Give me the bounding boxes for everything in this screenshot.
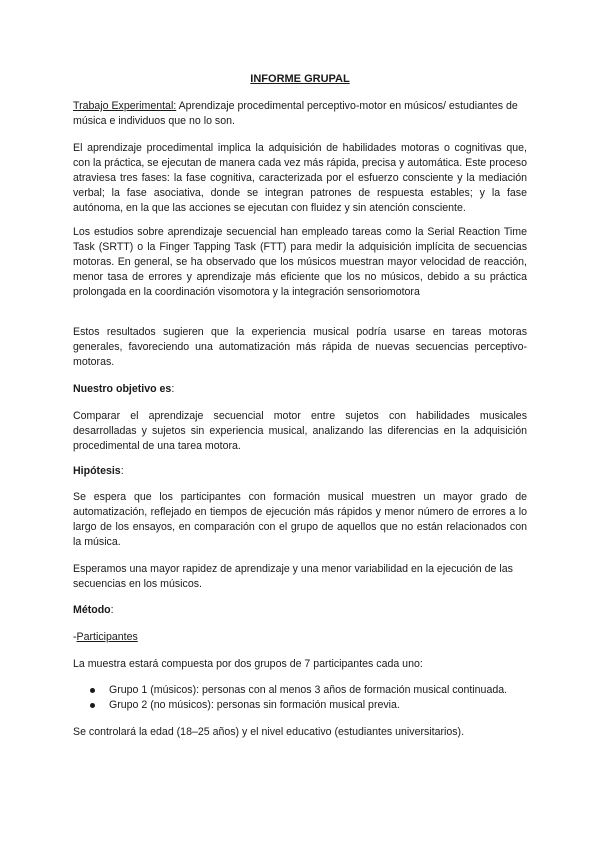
objective-heading-text: Nuestro objetivo es xyxy=(73,383,172,395)
control-text: Se controlará la edad (18–25 años) y el nivel educativo (estudiantes universitarios). xyxy=(73,726,465,738)
participants-label: Participantes xyxy=(76,631,138,643)
method-heading-text: Método xyxy=(73,604,111,616)
objective-heading xyxy=(73,382,527,397)
intro-paragraph xyxy=(73,99,527,129)
hypothesis-text-2: Esperamos una mayor rapidez de aprendizaje y una menor variabilidad en la ejecución de las secuencias en los músicos. xyxy=(73,563,513,590)
paragraph-procedural-learning: El aprendizaje procedimental implica la adquisición de habilidades motoras o cognitivas que, con la práctica, se ejecutan de manera cada vez más rápida, precisa y automática. Este proceso atraviesa tres fases: la fase cognitiva, caracterizada por el esfuerzo consciente y la mediación verbal; la fase asociativa, donde se integran patrones de respuesta estables; y la fase autónoma, en la que las acciones se ejecutan con fluidez y sin atención consciente. xyxy=(73,142,527,214)
list-item: Grupo 1 (músicos): personas con al menos 3 años de formación musical continuada. xyxy=(73,683,527,698)
objective-heading-colon: : xyxy=(171,383,175,395)
sample-text: La muestra estará compuesta por dos grupos de 7 participantes cada uno: xyxy=(73,658,423,670)
paragraph-sequential-studies: Los estudios sobre aprendizaje secuencial han empleado tareas como la Serial Reaction Time Task (SRTT) o la Finger Tapping Task (FTT) para medir la adquisición implícita de secuencias motoras. En general, se ha observado que los músicos muestran mayor velocidad de reacción, menor tasa de errores y aprendizaje más eficiente que los no músicos, debido a su práctica prolongada en la coordinación visomotora y la integración sensoriomotora xyxy=(73,226,527,298)
hypothesis-heading-text: Hipótesis xyxy=(73,465,121,477)
hypothesis-heading xyxy=(73,464,527,479)
intro-label: Trabajo Experimental: xyxy=(73,100,177,112)
objective-text: Comparar el aprendizaje secuencial motor entre sujetos con habilidades musicales desarrolladas y sujetos sin experiencia musical, analizando las diferencias en la adquisición procedimental de una tarea motora. xyxy=(73,410,527,452)
intro-text: Aprendizaje procedimental perceptivo-motor en músicos/ estudiantes de música e individuos que no lo son. xyxy=(73,100,518,127)
participants-subheading xyxy=(73,630,527,645)
list-item: Grupo 2 (no músicos): personas sin formación musical previa. xyxy=(73,698,527,713)
document-title: INFORME GRUPAL xyxy=(250,73,350,85)
paragraph-results: Estos resultados sugieren que la experiencia musical podría usarse en tareas motoras generales, favoreciendo una automatización más rápida de nuevas secuencias perceptivo-motoras. xyxy=(73,326,527,368)
groups-list xyxy=(73,683,527,713)
method-heading xyxy=(73,603,527,618)
method-heading-colon: : xyxy=(110,604,114,616)
participants-dash: - xyxy=(73,631,77,643)
hypothesis-heading-colon: : xyxy=(120,465,124,477)
hypothesis-text-1: Se espera que los participantes con formación musical muestren un mayor grado de automatización, reflejado en tiempos de ejecución más rápidos y menor número de errores a lo largo de los ensayos, en comparación con el grupo de aquellos que no están relacionados con la música. xyxy=(73,491,527,548)
